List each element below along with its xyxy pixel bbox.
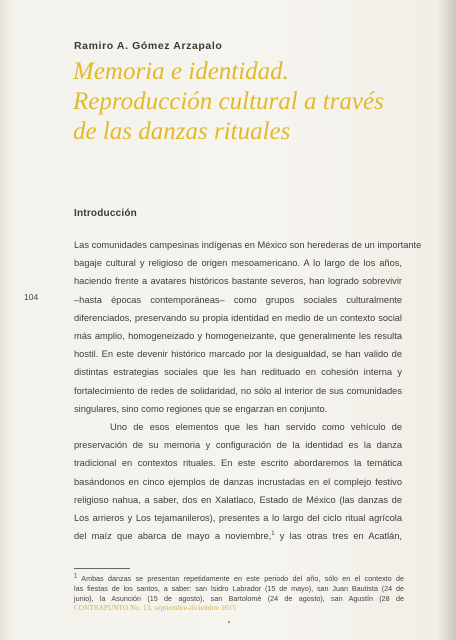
title-line: de las danzas rituales bbox=[73, 118, 291, 145]
text-line: religioso nahua, a saber, dos en Xalatlaco, Estado de México (las danzas de bbox=[74, 494, 402, 505]
text-line: diferenciados, preservando su propia identidad en medio de un contexto social bbox=[74, 312, 402, 323]
footnote-line: las fiestas de los santos, a saber: san Isidro Labrador (15 de mayo), san Juan Bautista (24 de bbox=[74, 584, 404, 593]
footnote-marker: 1 bbox=[74, 573, 78, 580]
text-fragment: y las otras tres en Acatlán, bbox=[279, 531, 402, 542]
footnote-line: junio), la Asunción (15 de agosto), san Bartolomé (24 de agosto), san Agustín (28 de bbox=[74, 594, 404, 603]
text-line: preservación de su memoria y configuración de la identidad es la danza bbox=[74, 440, 402, 451]
text-line: Las comunidades campesinas indígenas en México son herederas de un importante bbox=[74, 240, 422, 250]
text-line: bagaje cultural y religioso de origen mesoamericano. A lo largo de los años, bbox=[74, 258, 402, 269]
text-line: Los arrieros y Los tejamanileros), presentes a lo largo del ciclo ritual agrícola bbox=[74, 513, 402, 524]
text-line: Uno de esos elementos que les han servido como vehículo de bbox=[110, 422, 402, 433]
text-line: fortalecimiento de redes de solidaridad, no sólo al interior de sus comunidades bbox=[74, 385, 402, 396]
footnote bbox=[74, 574, 404, 604]
text-line-with-footnote bbox=[74, 527, 402, 545]
text-line: basándonos en cinco ejemplos de danzas incrustadas en el complejo festivo bbox=[74, 476, 402, 487]
page-number: 104 bbox=[24, 292, 39, 302]
title-line: Memoria e identidad. bbox=[73, 58, 289, 85]
page-edge-shadow bbox=[438, 0, 456, 640]
text-line: hostil. En este devenir histórico marcado por la desigualdad, se han valido de bbox=[74, 349, 402, 360]
running-footer: CONTRAPUNTO No. 13, septiembre-diciembre 2015 bbox=[74, 604, 237, 612]
footnote-line bbox=[74, 574, 404, 584]
text-line: tradicional en contextos rituales. En este escrito abordaremos la temática bbox=[74, 458, 402, 469]
text-line: distintas estrategias sociales que les han redituado en cohesión interna y bbox=[74, 367, 402, 378]
body-text bbox=[74, 236, 422, 545]
section-heading: Introducción bbox=[74, 208, 137, 219]
article-title bbox=[73, 57, 433, 147]
author-name: Ramiro A. Gómez Arzapalo bbox=[74, 40, 223, 52]
text-line: –hasta épocas contemporáneas– como grupos sociales culturalmente bbox=[74, 294, 402, 305]
title-line: Reproducción cultural a través bbox=[73, 88, 384, 115]
text-line: singulares, sino como regiones que se engarzan en conjunto. bbox=[74, 403, 328, 414]
text-fragment: del maíz que abarca de mayo a noviembre, bbox=[74, 531, 272, 542]
text-line: más amplio, homogeneizado y homogeneizante, que generalmente les resulta bbox=[74, 331, 402, 342]
page-speck bbox=[228, 621, 230, 623]
footnote-reference: 1 bbox=[271, 531, 275, 538]
text-line: haciendo frente a avatares históricos bastante severos, han logrado sobrevivir bbox=[74, 276, 402, 287]
footnote-divider bbox=[74, 568, 130, 569]
footnote-text: Ambas danzas se presentan repetidamente en este periodo del año, sólo en el contexto de bbox=[81, 574, 404, 583]
